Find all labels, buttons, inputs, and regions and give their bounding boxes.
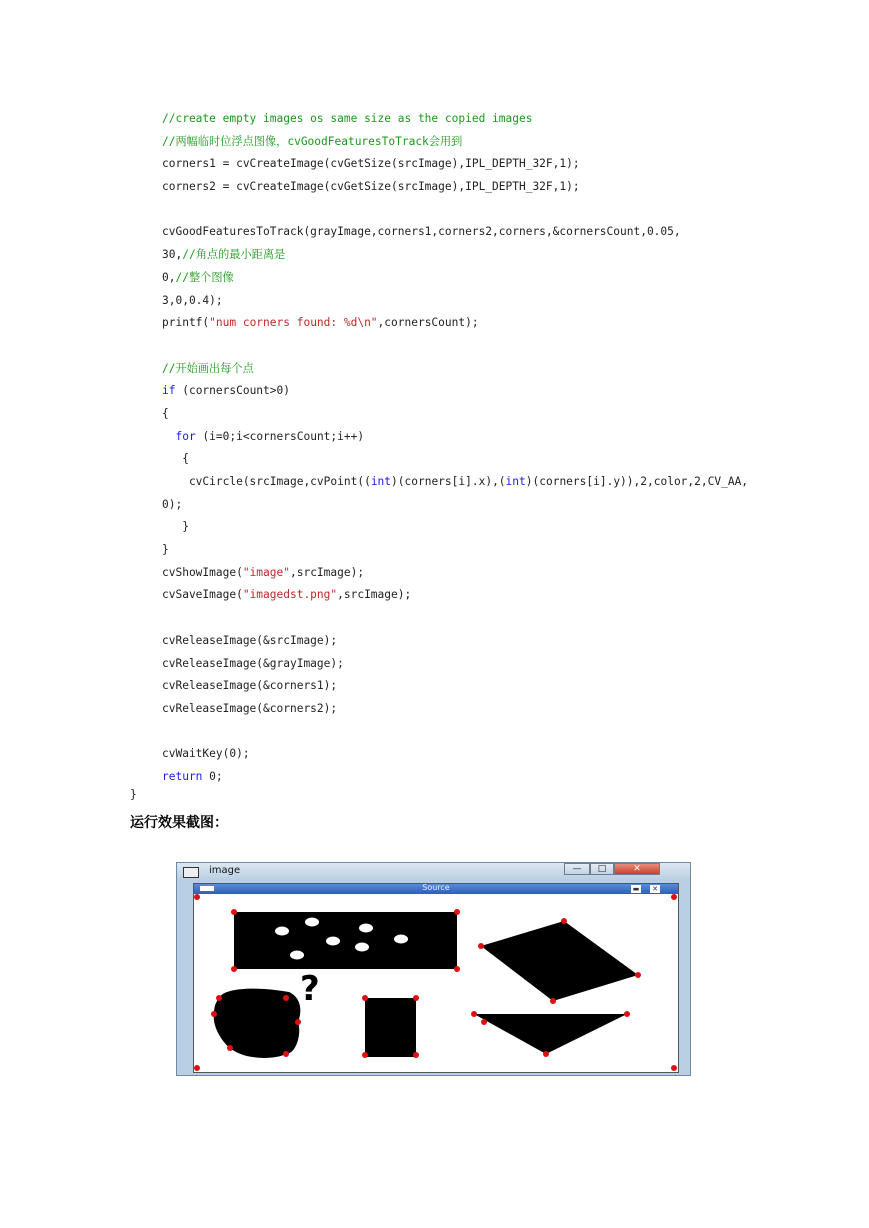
source-window (193, 883, 679, 1073)
source-titlebar (194, 884, 678, 894)
image-window-screenshot (176, 862, 691, 1076)
black-small-rectangle (365, 998, 416, 1057)
code-line (162, 108, 748, 131)
window-app-icon (183, 867, 199, 878)
code-token: ,srcImage); (289, 565, 365, 579)
code-line (162, 335, 748, 358)
code-line (162, 221, 748, 244)
code-token: if (162, 384, 176, 398)
code-token: cvReleaseImage(&grayImage); (162, 656, 344, 670)
hole (305, 918, 319, 927)
code-token: cvCircle(srcImage,cvPoint(( (162, 475, 371, 488)
hole (275, 927, 289, 936)
code-token: (i=0;i<cornersCount;i++) (195, 429, 365, 443)
hole (394, 935, 408, 944)
code-line (162, 153, 748, 176)
code-token: cvGoodFeaturesToTrack(grayImage,corners1,corners2,corners,&cornersCount,0.05, (162, 225, 681, 239)
source-close-icon: ✕ (650, 885, 660, 893)
code-line (162, 290, 748, 313)
code-token: cvReleaseImage(&corners2); (162, 701, 338, 715)
code-token: //角点的最小距离是 (182, 248, 286, 262)
code-line (162, 721, 748, 744)
question-mark: ? (300, 969, 320, 1009)
corner-detection-image (194, 894, 678, 1072)
code-token: { (162, 406, 169, 420)
code-block (162, 108, 748, 789)
code-token: { (162, 452, 189, 466)
hole (359, 924, 373, 933)
code-line (162, 698, 748, 721)
code-line (162, 743, 748, 766)
window-titlebar (177, 863, 690, 881)
code-token: ,cornersCount); (377, 316, 479, 330)
black-triangle (474, 1014, 627, 1054)
code-token: 0, (162, 270, 176, 284)
code-token: ,srcImage); (337, 588, 412, 602)
code-line (162, 176, 748, 199)
code-token: //开始画出每个点 (162, 361, 254, 375)
code-token: //create empty images os same size as the copied images (162, 112, 533, 125)
code-token: } (162, 520, 189, 534)
close-icon: ✕ (614, 863, 660, 875)
code-line (162, 516, 748, 539)
code-token: (cornersCount>0) (175, 384, 290, 398)
code-line (162, 267, 748, 290)
maximize-icon: □ (590, 863, 614, 875)
code-line (162, 584, 748, 607)
code-token: )(corners[i].y)),2,color,2,CV_AA, (525, 475, 749, 488)
code-token: 30, (162, 248, 183, 262)
code-token: 0); (162, 497, 183, 511)
code-line (162, 358, 748, 381)
code-token: 0; (202, 769, 223, 783)
window-title: image (209, 865, 241, 876)
code-line (162, 675, 748, 698)
hole (326, 937, 340, 946)
hole (290, 951, 304, 960)
closing-brace: } (130, 788, 137, 801)
code-line (162, 380, 748, 403)
code-line (162, 199, 748, 222)
code-line (162, 448, 748, 471)
code-token: for (175, 429, 196, 443)
code-line (162, 471, 748, 494)
hole (355, 943, 369, 952)
code-line (162, 426, 748, 449)
code-line (162, 312, 748, 335)
code-token: int (505, 475, 526, 488)
code-token (162, 430, 175, 443)
code-token: 3,0,0.4); (162, 293, 223, 307)
code-line (162, 403, 748, 426)
source-title: Source (422, 883, 450, 892)
code-token: } (162, 543, 169, 557)
code-token: "num corners found: %d\n" (209, 316, 378, 330)
code-token: "imagedst.png" (242, 588, 338, 602)
source-minimize-icon: ▬ (632, 885, 640, 893)
code-token: corners2 = cvCreateImage(cvGetSize(srcImage),IPL_DEPTH_32F,1); (162, 180, 580, 194)
code-line (162, 607, 748, 630)
black-rectangle (234, 912, 457, 969)
code-token: cvWaitKey(0); (162, 747, 250, 761)
code-token: cvSaveImage( (162, 588, 243, 602)
code-line (162, 131, 748, 154)
code-token: int (370, 475, 392, 488)
code-token: corners1 = cvCreateImage(cvGetSize(srcImage),IPL_DEPTH_32F,1); (162, 157, 580, 171)
code-line (162, 630, 748, 653)
code-line (162, 494, 748, 517)
result-heading: 运行效果截图： (130, 815, 228, 831)
code-line (162, 244, 748, 267)
code-token: //两幅临时位浮点图像，cvGoodFeaturesToTrack会用到 (162, 134, 463, 148)
code-token: cvReleaseImage(&srcImage); (162, 633, 338, 647)
code-line (162, 766, 748, 789)
code-token: printf( (162, 316, 210, 330)
code-token: "image" (242, 565, 290, 579)
code-token: //整个图像 (175, 270, 234, 284)
code-token: )(corners[i].x),( (391, 475, 506, 488)
black-rhombus (481, 921, 638, 1001)
minimize-icon: — (564, 863, 590, 875)
code-line (162, 562, 748, 585)
code-token: return (162, 769, 203, 783)
code-token: cvReleaseImage(&corners1); (162, 679, 338, 693)
code-token: cvShowImage( (162, 565, 243, 579)
code-line (162, 653, 748, 676)
code-line (162, 539, 748, 562)
